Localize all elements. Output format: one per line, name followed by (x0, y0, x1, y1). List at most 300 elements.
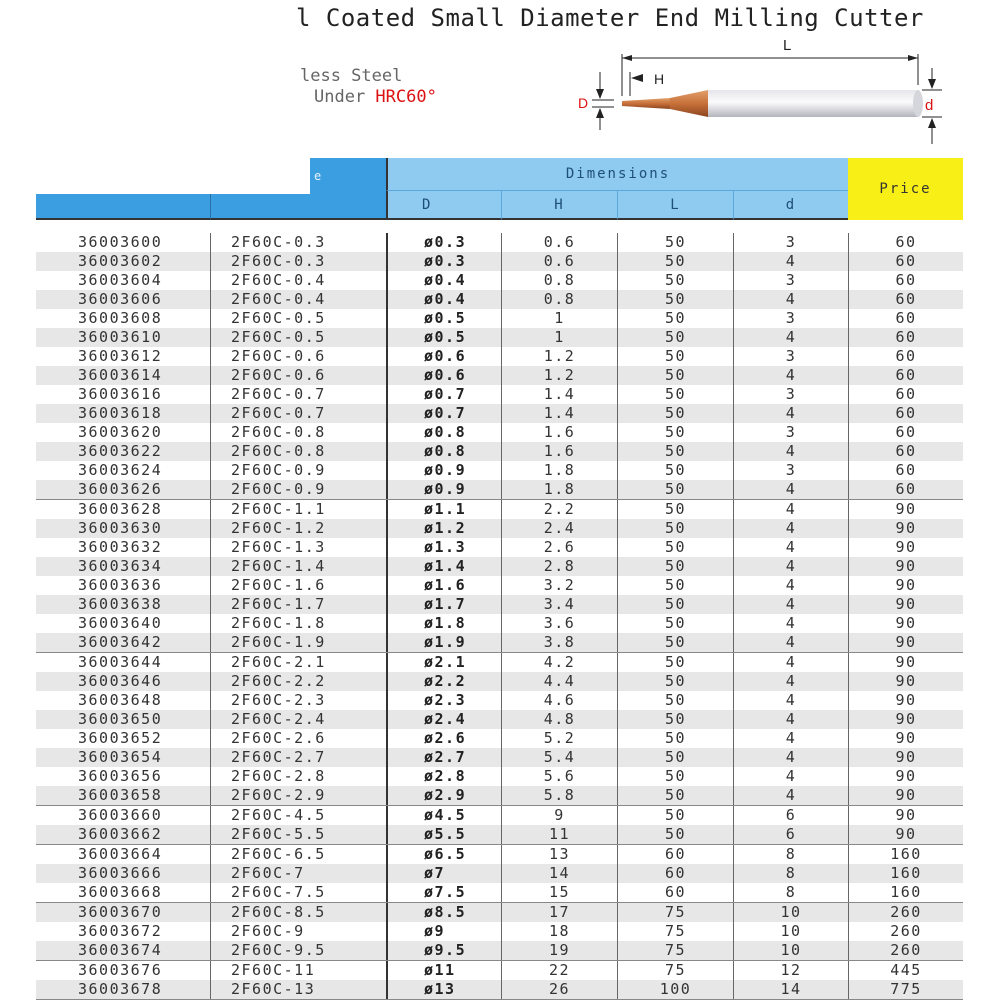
model-number-cell: 2F60C-1.2 (210, 519, 386, 538)
d-small-label: D (578, 95, 589, 111)
table-row (36, 729, 963, 748)
price-cell: 60 (848, 328, 963, 347)
diameter-D-cell: ø1.3 (386, 538, 501, 557)
col-header-H: H (501, 190, 617, 220)
table-row (36, 903, 963, 922)
diameter-D-cell: ø1.1 (386, 500, 501, 519)
price-cell: 60 (848, 423, 963, 442)
item-code-cell: 36003646 (78, 672, 163, 690)
model-number-cell: 2F60C-1.1 (210, 500, 386, 519)
model-number-cell: 2F60C-2.8 (210, 767, 386, 786)
length-L-cell: 60 (617, 864, 733, 883)
length-L-cell: 50 (617, 595, 733, 614)
shank-d-cell: 8 (733, 845, 848, 864)
length-L-cell: 75 (617, 903, 733, 922)
price-cell: 90 (848, 633, 963, 652)
length-H-cell: 2.6 (501, 538, 617, 557)
item-code-cell: 36003674 (78, 941, 163, 959)
cutter-neck (670, 90, 708, 117)
item-code-cell: 36003652 (78, 729, 163, 747)
length-H-cell: 15 (501, 883, 617, 902)
item-code-cell: 36003626 (78, 480, 163, 498)
length-L-cell: 50 (617, 366, 733, 385)
table-row (36, 864, 963, 883)
table-row (36, 710, 963, 729)
name-header (310, 158, 386, 194)
item-code-cell: 36003606 (78, 290, 163, 308)
shank-d-cell: 4 (733, 710, 848, 729)
l-arrow-right (908, 55, 918, 61)
diameter-D-cell: ø2.9 (386, 786, 501, 805)
shank-d-cell: 4 (733, 633, 848, 652)
d-arrow-top (596, 89, 604, 99)
length-H-cell: 3.8 (501, 633, 617, 652)
length-H-cell: 1.2 (501, 347, 617, 366)
diameter-D-cell: ø0.4 (386, 290, 501, 309)
diameter-D-cell: ø9 (386, 922, 501, 941)
price-cell: 60 (848, 461, 963, 480)
length-L-cell: 50 (617, 653, 733, 672)
table-row (36, 691, 963, 710)
diameter-D-cell: ø0.9 (386, 461, 501, 480)
diameter-D-cell: ø1.9 (386, 633, 501, 652)
table-row (36, 980, 963, 1000)
length-H-cell: 0.8 (501, 271, 617, 290)
shank-d-cell: 4 (733, 614, 848, 633)
item-code-cell: 36003608 (78, 309, 163, 327)
diameter-D-cell: ø0.8 (386, 442, 501, 461)
length-L-cell: 50 (617, 290, 733, 309)
subtitle-material: less Steel (300, 66, 403, 86)
item-code-cell: 36003672 (78, 922, 163, 940)
model-number-cell: 2F60C-1.8 (210, 614, 386, 633)
table-row (36, 366, 963, 385)
length-L-cell: 50 (617, 347, 733, 366)
length-H-cell: 19 (501, 941, 617, 960)
model-number-cell: 2F60C-2.9 (210, 786, 386, 805)
price-cell: 90 (848, 576, 963, 595)
model-number-cell: 2F60C-4.5 (210, 806, 386, 825)
price-cell: 60 (848, 366, 963, 385)
model-number-cell: 2F60C-9 (210, 922, 386, 941)
diameter-D-cell: ø0.6 (386, 366, 501, 385)
table-row (36, 404, 963, 423)
diameter-D-cell: ø2.2 (386, 672, 501, 691)
price-cell: 90 (848, 691, 963, 710)
length-L-cell: 50 (617, 614, 733, 633)
diameter-D-cell: ø8.5 (386, 903, 501, 922)
length-L-cell: 60 (617, 883, 733, 902)
shank-d-cell: 4 (733, 691, 848, 710)
table-row (36, 961, 963, 980)
model-number-cell: 2F60C-0.6 (210, 347, 386, 366)
length-H-cell: 1.4 (501, 385, 617, 404)
shank-d-cell: 6 (733, 806, 848, 825)
shank-d-cell: 3 (733, 461, 848, 480)
length-H-cell: 0.8 (501, 290, 617, 309)
shank-d-cell: 4 (733, 328, 848, 347)
price-cell: 90 (848, 557, 963, 576)
shank-d-cell: 3 (733, 309, 848, 328)
shank-d-cell: 4 (733, 252, 848, 271)
price-cell: 90 (848, 825, 963, 844)
length-L-cell: 50 (617, 252, 733, 271)
price-cell: 160 (848, 845, 963, 864)
diameter-D-cell: ø0.6 (386, 347, 501, 366)
diameter-D-cell: ø0.5 (386, 309, 501, 328)
length-H-cell: 3.4 (501, 595, 617, 614)
item-code-cell: 36003614 (78, 366, 163, 384)
length-H-cell: 3.2 (501, 576, 617, 595)
model-number-cell: 2F60C-8.5 (210, 903, 386, 922)
shank-d-cell: 4 (733, 480, 848, 499)
h-arrow (631, 74, 643, 82)
length-L-cell: 50 (617, 328, 733, 347)
table-row (36, 941, 963, 961)
length-L-cell: 50 (617, 748, 733, 767)
length-H-cell: 4.4 (501, 672, 617, 691)
diameter-D-cell: ø2.7 (386, 748, 501, 767)
diameter-D-cell: ø7.5 (386, 883, 501, 902)
item-code-cell: 36003670 (78, 903, 163, 921)
table-row (36, 614, 963, 633)
shank-d-cell: 12 (733, 961, 848, 980)
diameter-D-cell: ø0.5 (386, 328, 501, 347)
length-H-cell: 1.8 (501, 461, 617, 480)
model-number-cell: 2F60C-7.5 (210, 883, 386, 902)
subtitle-prefix: Under (314, 87, 376, 107)
price-cell: 60 (848, 442, 963, 461)
diameter-D-cell: ø0.9 (386, 480, 501, 499)
diameter-D-cell: ø9.5 (386, 941, 501, 960)
item-code-cell: 36003624 (78, 461, 163, 479)
length-L-cell: 50 (617, 500, 733, 519)
price-cell: 775 (848, 980, 963, 999)
end-mill-diagram (570, 40, 990, 150)
length-H-cell: 2.2 (501, 500, 617, 519)
price-cell: 60 (848, 480, 963, 499)
price-cell: 90 (848, 672, 963, 691)
shank-d-cell: 4 (733, 366, 848, 385)
length-L-cell: 50 (617, 480, 733, 499)
table-row (36, 922, 963, 941)
diameter-D-cell: ø7 (386, 864, 501, 883)
d-big-arrow-bot (928, 118, 936, 128)
model-number-cell: 2F60C-2.6 (210, 729, 386, 748)
price-cell: 90 (848, 748, 963, 767)
diameter-D-cell: ø0.3 (386, 233, 501, 252)
price-cell: 60 (848, 309, 963, 328)
model-number-cell: 2F60C-2.2 (210, 672, 386, 691)
diameter-D-cell: ø4.5 (386, 806, 501, 825)
item-code-cell: 36003618 (78, 404, 163, 422)
diameter-D-cell: ø0.8 (386, 423, 501, 442)
price-table-body (36, 233, 963, 1000)
price-cell: 90 (848, 595, 963, 614)
item-code-cell: 36003628 (78, 500, 163, 518)
cutter-shank-end (913, 90, 923, 117)
item-code-cell: 36003642 (78, 633, 163, 651)
length-H-cell: 1.4 (501, 404, 617, 423)
length-L-cell: 50 (617, 729, 733, 748)
shank-d-cell: 3 (733, 385, 848, 404)
item-code-cell: 36003654 (78, 748, 163, 766)
price-cell: 260 (848, 922, 963, 941)
shank-d-cell: 3 (733, 423, 848, 442)
table-row (36, 480, 963, 500)
length-H-cell: 17 (501, 903, 617, 922)
length-L-cell: 50 (617, 786, 733, 805)
model-number-cell: 2F60C-0.6 (210, 366, 386, 385)
item-code-cell: 36003656 (78, 767, 163, 785)
length-L-cell: 50 (617, 576, 733, 595)
price-cell: 90 (848, 729, 963, 748)
model-number-cell: 2F60C-2.3 (210, 691, 386, 710)
length-L-cell: 50 (617, 519, 733, 538)
model-number-cell: 2F60C-1.7 (210, 595, 386, 614)
table-row (36, 825, 963, 845)
table-row (36, 576, 963, 595)
length-H-cell: 22 (501, 961, 617, 980)
length-H-cell: 14 (501, 864, 617, 883)
shank-d-cell: 6 (733, 825, 848, 844)
hrc-value: HRC60° (375, 87, 437, 107)
length-L-cell: 75 (617, 922, 733, 941)
model-number-cell: 2F60C-0.8 (210, 442, 386, 461)
diameter-D-cell: ø1.2 (386, 519, 501, 538)
length-L-cell: 75 (617, 941, 733, 960)
model-number-cell: 2F60C-0.8 (210, 423, 386, 442)
item-code-cell: 36003676 (78, 961, 163, 979)
length-L-cell: 50 (617, 633, 733, 652)
item-code-cell: 36003640 (78, 614, 163, 632)
price-cell: 160 (848, 864, 963, 883)
price-cell: 60 (848, 252, 963, 271)
price-cell: 60 (848, 385, 963, 404)
price-cell: 260 (848, 941, 963, 960)
model-number-cell: 2F60C-13 (210, 980, 386, 999)
length-H-cell: 13 (501, 845, 617, 864)
table-row (36, 845, 963, 864)
diameter-D-cell: ø2.3 (386, 691, 501, 710)
length-H-cell: 26 (501, 980, 617, 999)
shank-d-cell: 4 (733, 290, 848, 309)
diameter-D-cell: ø5.5 (386, 825, 501, 844)
length-H-cell: 5.6 (501, 767, 617, 786)
h-label: H (654, 71, 665, 87)
price-cell: 60 (848, 347, 963, 366)
diameter-D-cell: ø1.7 (386, 595, 501, 614)
length-L-cell: 50 (617, 233, 733, 252)
title-fade (30, 8, 300, 28)
shank-d-cell: 4 (733, 442, 848, 461)
length-H-cell: 2.4 (501, 519, 617, 538)
l-arrow-left (622, 55, 632, 61)
length-H-cell: 2.8 (501, 557, 617, 576)
item-code-cell: 36003668 (78, 883, 163, 901)
price-cell: 90 (848, 653, 963, 672)
model-number-cell: 2F60C-0.9 (210, 461, 386, 480)
model-number-cell: 2F60C-2.1 (210, 653, 386, 672)
item-code-cell: 36003658 (78, 786, 163, 804)
item-code-cell: 36003612 (78, 347, 163, 365)
length-H-cell: 9 (501, 806, 617, 825)
model-number-cell: 2F60C-0.3 (210, 252, 386, 271)
price-cell: 60 (848, 271, 963, 290)
length-L-cell: 50 (617, 442, 733, 461)
shank-d-cell: 10 (733, 922, 848, 941)
item-code-cell: 36003650 (78, 710, 163, 728)
table-row (36, 767, 963, 786)
item-code-cell: 36003610 (78, 328, 163, 346)
price-cell: 90 (848, 786, 963, 805)
length-L-cell: 50 (617, 806, 733, 825)
model-number-cell: 2F60C-1.9 (210, 633, 386, 652)
diameter-D-cell: ø1.4 (386, 557, 501, 576)
item-code-cell: 36003604 (78, 271, 163, 289)
d-big-label: d (925, 97, 934, 114)
shank-d-cell: 10 (733, 903, 848, 922)
shank-d-cell: 4 (733, 748, 848, 767)
length-L-cell: 50 (617, 767, 733, 786)
length-L-cell: 60 (617, 845, 733, 864)
model-number-cell: 2F60C-2.7 (210, 748, 386, 767)
shank-d-cell: 4 (733, 576, 848, 595)
item-code-cell: 36003636 (78, 576, 163, 594)
price-cell: 60 (848, 290, 963, 309)
table-row (36, 252, 963, 271)
length-H-cell: 1.6 (501, 423, 617, 442)
item-code-cell: 36003644 (78, 653, 163, 671)
shank-d-cell: 4 (733, 595, 848, 614)
table-row (36, 442, 963, 461)
item-code-cell: 36003666 (78, 864, 163, 882)
diameter-D-cell: ø0.4 (386, 271, 501, 290)
model-number-cell: 2F60C-6.5 (210, 845, 386, 864)
code-header (36, 194, 210, 220)
table-row (36, 461, 963, 480)
length-L-cell: 75 (617, 961, 733, 980)
price-cell: 260 (848, 903, 963, 922)
diameter-D-cell: ø1.8 (386, 614, 501, 633)
diameter-D-cell: ø2.4 (386, 710, 501, 729)
table-row (36, 423, 963, 442)
length-H-cell: 3.6 (501, 614, 617, 633)
diameter-D-cell: ø13 (386, 980, 501, 999)
length-H-cell: 1 (501, 328, 617, 347)
item-code-cell: 36003620 (78, 423, 163, 441)
table-row (36, 653, 963, 672)
shank-d-cell: 4 (733, 538, 848, 557)
item-code-cell: 36003634 (78, 557, 163, 575)
table-row (36, 328, 963, 347)
name-header-text: e (314, 169, 324, 183)
diameter-D-cell: ø2.8 (386, 767, 501, 786)
length-L-cell: 50 (617, 404, 733, 423)
col-header-L: L (617, 190, 733, 220)
length-H-cell: 1 (501, 309, 617, 328)
length-H-cell: 4.6 (501, 691, 617, 710)
model-number-cell: 2F60C-0.9 (210, 480, 386, 499)
price-cell: 160 (848, 883, 963, 902)
item-code-cell: 36003632 (78, 538, 163, 556)
table-row (36, 309, 963, 328)
length-L-cell: 50 (617, 557, 733, 576)
length-L-cell: 50 (617, 710, 733, 729)
model-number-cell: 2F60C-0.4 (210, 271, 386, 290)
diameter-D-cell: ø2.6 (386, 729, 501, 748)
l-label: L (783, 40, 792, 54)
shank-d-cell: 3 (733, 347, 848, 366)
model-number-cell: 2F60C-0.4 (210, 290, 386, 309)
price-cell: 60 (848, 233, 963, 252)
price-cell: 90 (848, 767, 963, 786)
d-big-arrow-top (928, 79, 936, 89)
model-number-cell: 2F60C-5.5 (210, 825, 386, 844)
item-code-cell: 36003660 (78, 806, 163, 824)
length-L-cell: 50 (617, 691, 733, 710)
price-cell: 90 (848, 500, 963, 519)
page-title: l Coated Small Diameter End Milling Cutter (296, 4, 924, 32)
table-row (36, 633, 963, 653)
table-row (36, 519, 963, 538)
length-H-cell: 5.8 (501, 786, 617, 805)
shank-d-cell: 4 (733, 500, 848, 519)
shank-d-cell: 3 (733, 271, 848, 290)
table-row (36, 786, 963, 806)
item-code-cell: 36003662 (78, 825, 163, 843)
price-cell: 90 (848, 519, 963, 538)
model-number-cell: 2F60C-1.4 (210, 557, 386, 576)
diameter-D-cell: ø0.7 (386, 385, 501, 404)
model-number-cell: 2F60C-0.7 (210, 385, 386, 404)
model-number-cell: 2F60C-2.4 (210, 710, 386, 729)
item-code-cell: 36003600 (78, 233, 163, 251)
table-row (36, 806, 963, 825)
table-row (36, 672, 963, 691)
model-number-cell: 2F60C-0.3 (210, 233, 386, 252)
length-H-cell: 5.4 (501, 748, 617, 767)
item-code-cell: 36003664 (78, 845, 163, 863)
price-cell: 90 (848, 806, 963, 825)
item-code-cell: 36003630 (78, 519, 163, 537)
length-L-cell: 50 (617, 423, 733, 442)
shank-d-cell: 3 (733, 233, 848, 252)
price-cell: 90 (848, 614, 963, 633)
diameter-D-cell: ø0.3 (386, 252, 501, 271)
table-row (36, 233, 963, 252)
table-row (36, 500, 963, 519)
cutter-tip (622, 98, 670, 109)
length-H-cell: 18 (501, 922, 617, 941)
item-code-cell: 36003602 (78, 252, 163, 270)
length-L-cell: 50 (617, 538, 733, 557)
table-row (36, 557, 963, 576)
table-row (36, 290, 963, 309)
model-number-cell: 2F60C-1.6 (210, 576, 386, 595)
table-row (36, 347, 963, 366)
length-L-cell: 50 (617, 385, 733, 404)
length-H-cell: 1.8 (501, 480, 617, 499)
diameter-D-cell: ø0.7 (386, 404, 501, 423)
item-code-cell: 36003638 (78, 595, 163, 613)
length-H-cell: 1.2 (501, 366, 617, 385)
length-H-cell: 1.6 (501, 442, 617, 461)
table-row (36, 385, 963, 404)
price-cell: 445 (848, 961, 963, 980)
price-cell: 90 (848, 710, 963, 729)
length-L-cell: 50 (617, 672, 733, 691)
